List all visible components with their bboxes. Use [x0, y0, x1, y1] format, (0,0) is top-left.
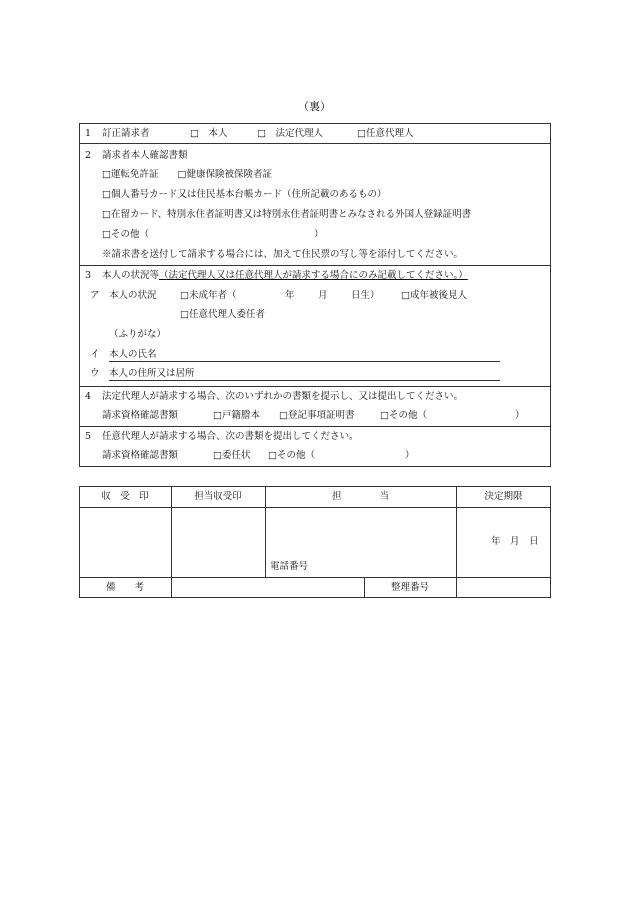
divider-4-5 — [79, 426, 551, 427]
office-header-divider — [79, 507, 551, 508]
checkbox-adult-ward[interactable]: □成年被後見人 — [401, 290, 467, 301]
checkbox-family-register[interactable]: □戸籍謄本 — [213, 410, 260, 421]
item-a-mark: ア — [90, 290, 100, 301]
item-i-mark: イ — [90, 349, 100, 360]
legal-other-close: ） — [515, 410, 525, 421]
birth-year-label: 年 — [285, 290, 295, 301]
section-5-number: 5 — [85, 431, 92, 442]
section-2-number: 2 — [85, 150, 92, 161]
principal-name-label: 本人の氏名 — [109, 349, 157, 360]
divider-3-4 — [79, 386, 551, 387]
checkbox-minor[interactable]: □未成年者（ — [180, 290, 237, 301]
principal-address-label: 本人の住所又は居所 — [109, 368, 195, 379]
deadline-date: 年 月 日 — [491, 536, 539, 547]
section-1-label: 訂正請求者 — [102, 128, 150, 139]
divider-2-3 — [79, 265, 551, 266]
section-3-number: 3 — [85, 270, 92, 281]
furigana-label: （ふりがな） — [109, 329, 167, 340]
divider-1-2 — [79, 143, 551, 144]
header-in-charge: 担 当 — [331, 491, 389, 502]
section-5-label: 任意代理人が請求する場合、次の書類を提出してください。 — [102, 431, 359, 442]
phone-number-label: 電話番号 — [270, 561, 309, 572]
reference-number-label: 整理番号 — [390, 582, 429, 593]
section-3-label — [102, 270, 468, 282]
checkbox-voluntary-agent[interactable]: □任意代理人 — [357, 128, 414, 139]
section-1-number: 1 — [85, 128, 92, 139]
birth-day-label: 日生） — [351, 290, 380, 301]
legal-doc-label: 請求資格確認書類 — [102, 410, 179, 421]
checkbox-legal-other[interactable]: □その他（ — [380, 410, 427, 421]
section-3-note: （法定代理人又は任意代理人が請求する場合にのみ記載してください。） — [159, 270, 468, 281]
section-3-title: 本人の状況等 — [102, 270, 160, 281]
principal-address-field[interactable] — [109, 380, 500, 381]
agent-other-close: ） — [405, 450, 415, 461]
section-4-label: 法定代理人が請求する場合、次のいずれかの書類を提示し、又は提出してください。 — [102, 391, 464, 402]
header-decision-deadline: 決定期限 — [484, 491, 523, 502]
item-u-mark: ウ — [90, 368, 100, 379]
checkbox-legal-representative[interactable]: □ 法定代理人 — [257, 128, 323, 139]
id-doc-line-1[interactable]: □運転免許証 □健康保険被保険者証 — [102, 169, 272, 180]
id-doc-note: ※請求書を送付して請求する場合には、加えて住民票の写し等を添付してください。 — [102, 249, 464, 260]
id-doc-other[interactable]: □その他（ — [102, 229, 149, 240]
item-a-label: 本人の状況 — [109, 290, 157, 301]
header-receipt-stamp: 収 受 印 — [101, 491, 149, 502]
section-2-label: 請求者本人確認書類 — [102, 150, 188, 161]
id-doc-other-close: ） — [314, 229, 324, 240]
principal-name-field[interactable] — [109, 361, 500, 362]
checkbox-agent-principal[interactable]: □任意代理人委任者 — [180, 309, 265, 320]
birth-month-label: 月 — [318, 290, 328, 301]
page-title: （裏） — [298, 100, 331, 113]
remarks-label: 備 考 — [105, 582, 144, 593]
id-doc-line-2[interactable]: □個人番号カード又は住民基本台帳カード（住所記載のあるもの） — [102, 189, 387, 200]
checkbox-self[interactable]: □ 本人 — [190, 128, 228, 139]
header-staff-receipt: 担当収受印 — [194, 491, 242, 502]
agent-doc-label: 請求資格確認書類 — [102, 450, 179, 461]
id-doc-line-3[interactable]: □在留カード、特別永住者証明書又は特別永住者証明書とみなされる外国人登録証明書 — [102, 209, 472, 220]
checkbox-power-of-attorney[interactable]: □委任状 — [213, 450, 251, 461]
section-4-number: 4 — [85, 391, 92, 402]
office-footer-divider — [79, 577, 551, 578]
checkbox-agent-other[interactable]: □その他（ — [268, 450, 315, 461]
checkbox-registry-certificate[interactable]: □登記事項証明書 — [279, 410, 355, 421]
